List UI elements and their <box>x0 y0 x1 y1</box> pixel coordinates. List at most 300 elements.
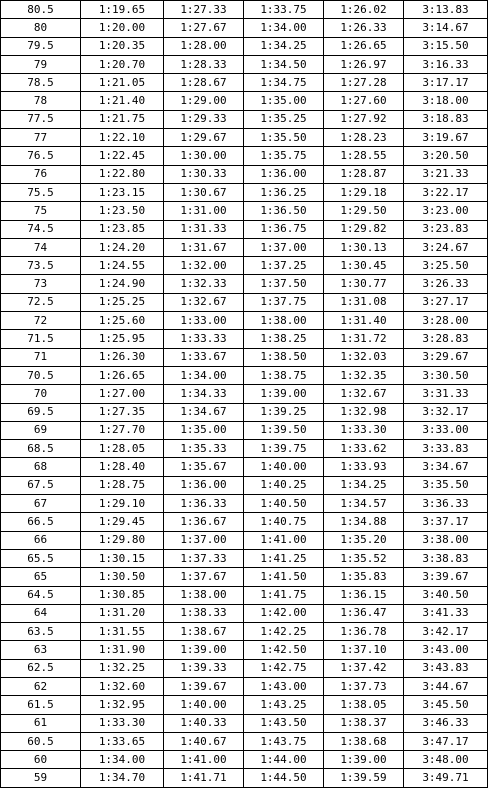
table-cell: 1:30.77 <box>324 275 404 293</box>
table-row <box>1 202 488 220</box>
table-cell: 3:36.33 <box>404 495 488 513</box>
table-cell: 1:36.50 <box>244 202 324 220</box>
table-cell: 1:40.75 <box>244 513 324 531</box>
table-cell: 1:38.33 <box>164 604 244 622</box>
table-cell: 1:38.67 <box>164 623 244 641</box>
table-cell: 1:24.90 <box>81 275 164 293</box>
table-row <box>1 1 488 19</box>
table-row <box>1 769 488 787</box>
table-cell: 1:30.45 <box>324 257 404 275</box>
table-cell: 1:38.68 <box>324 732 404 750</box>
table-cell: 1:27.60 <box>324 92 404 110</box>
table-row <box>1 513 488 531</box>
table-cell: 3:32.17 <box>404 403 488 421</box>
table-cell: 3:33.83 <box>404 440 488 458</box>
table-row <box>1 403 488 421</box>
table-row <box>1 421 488 439</box>
table-cell: 64 <box>1 604 81 622</box>
table-cell: 3:41.33 <box>404 604 488 622</box>
table-cell: 61 <box>1 714 81 732</box>
table-cell: 1:19.65 <box>81 1 164 19</box>
table-row <box>1 586 488 604</box>
table-row <box>1 458 488 476</box>
table-cell: 76 <box>1 165 81 183</box>
table-row <box>1 366 488 384</box>
table-cell: 1:35.33 <box>164 440 244 458</box>
table-cell: 1:39.67 <box>164 677 244 695</box>
table-cell: 61.5 <box>1 696 81 714</box>
table-cell: 3:40.50 <box>404 586 488 604</box>
table-cell: 1:34.00 <box>81 751 164 769</box>
table-cell: 1:29.50 <box>324 202 404 220</box>
table-row <box>1 714 488 732</box>
table-row <box>1 348 488 366</box>
table-cell: 1:38.25 <box>244 330 324 348</box>
table-cell: 1:22.45 <box>81 147 164 165</box>
table-cell: 68 <box>1 458 81 476</box>
table-row <box>1 165 488 183</box>
table-cell: 3:46.33 <box>404 714 488 732</box>
table-row <box>1 385 488 403</box>
table-cell: 3:30.50 <box>404 366 488 384</box>
table-row <box>1 751 488 769</box>
table-row <box>1 37 488 55</box>
table-cell: 1:30.00 <box>164 147 244 165</box>
table-cell: 63 <box>1 641 81 659</box>
table-row <box>1 696 488 714</box>
table-cell: 1:34.50 <box>244 55 324 73</box>
table-cell: 1:32.67 <box>164 293 244 311</box>
table-cell: 1:23.15 <box>81 183 164 201</box>
table-row <box>1 330 488 348</box>
table-cell: 3:17.17 <box>404 74 488 92</box>
table-cell: 1:41.75 <box>244 586 324 604</box>
table-cell: 3:28.83 <box>404 330 488 348</box>
table-cell: 1:37.67 <box>164 568 244 586</box>
table-cell: 1:31.67 <box>164 238 244 256</box>
table-cell: 1:37.75 <box>244 293 324 311</box>
table-cell: 1:35.20 <box>324 531 404 549</box>
table-cell: 1:34.67 <box>164 403 244 421</box>
table-cell: 74.5 <box>1 220 81 238</box>
table-row <box>1 92 488 110</box>
table-cell: 1:37.00 <box>244 238 324 256</box>
table-cell: 1:28.87 <box>324 165 404 183</box>
table-cell: 1:38.50 <box>244 348 324 366</box>
table-cell: 1:39.25 <box>244 403 324 421</box>
table-cell: 1:37.42 <box>324 659 404 677</box>
table-cell: 1:26.30 <box>81 348 164 366</box>
table-cell: 1:32.98 <box>324 403 404 421</box>
table-row <box>1 495 488 513</box>
table-cell: 60 <box>1 751 81 769</box>
table-cell: 73 <box>1 275 81 293</box>
table-cell: 1:38.00 <box>164 586 244 604</box>
table-cell: 1:32.67 <box>324 385 404 403</box>
table-cell: 1:27.92 <box>324 110 404 128</box>
table-cell: 1:41.00 <box>244 531 324 549</box>
table-cell: 3:29.67 <box>404 348 488 366</box>
table-cell: 65 <box>1 568 81 586</box>
table-cell: 67 <box>1 495 81 513</box>
table-cell: 78 <box>1 92 81 110</box>
table-cell: 66 <box>1 531 81 549</box>
table-cell: 3:43.83 <box>404 659 488 677</box>
table-row <box>1 312 488 330</box>
table-cell: 1:21.75 <box>81 110 164 128</box>
table-cell: 69.5 <box>1 403 81 421</box>
table-row <box>1 531 488 549</box>
table-cell: 63.5 <box>1 623 81 641</box>
table-cell: 1:21.40 <box>81 92 164 110</box>
table-row <box>1 110 488 128</box>
table-cell: 1:37.50 <box>244 275 324 293</box>
table-cell: 75 <box>1 202 81 220</box>
table-cell: 1:39.33 <box>164 659 244 677</box>
table-cell: 1:38.75 <box>244 366 324 384</box>
table-cell: 3:35.50 <box>404 476 488 494</box>
table-row <box>1 476 488 494</box>
table-cell: 1:26.02 <box>324 1 404 19</box>
table-cell: 1:40.25 <box>244 476 324 494</box>
table-row <box>1 568 488 586</box>
table-cell: 1:20.35 <box>81 37 164 55</box>
table-row <box>1 641 488 659</box>
table-cell: 1:36.78 <box>324 623 404 641</box>
table-cell: 1:31.00 <box>164 202 244 220</box>
table-cell: 1:33.75 <box>244 1 324 19</box>
table-body <box>1 1 488 788</box>
table-cell: 1:25.25 <box>81 293 164 311</box>
table-cell: 1:43.75 <box>244 732 324 750</box>
table-cell: 3:22.17 <box>404 183 488 201</box>
table-cell: 1:32.60 <box>81 677 164 695</box>
table-cell: 3:37.17 <box>404 513 488 531</box>
table-cell: 1:30.50 <box>81 568 164 586</box>
table-cell: 1:34.00 <box>244 19 324 37</box>
table-cell: 1:29.80 <box>81 531 164 549</box>
table-cell: 1:39.75 <box>244 440 324 458</box>
table-cell: 1:42.50 <box>244 641 324 659</box>
table-cell: 1:34.70 <box>81 769 164 787</box>
table-cell: 1:25.60 <box>81 312 164 330</box>
table-cell: 3:38.00 <box>404 531 488 549</box>
table-cell: 1:20.00 <box>81 19 164 37</box>
table-cell: 1:36.33 <box>164 495 244 513</box>
table-cell: 1:31.20 <box>81 604 164 622</box>
table-cell: 1:40.50 <box>244 495 324 513</box>
table-cell: 1:23.50 <box>81 202 164 220</box>
table-cell: 77 <box>1 129 81 147</box>
table-cell: 66.5 <box>1 513 81 531</box>
table-cell: 1:31.90 <box>81 641 164 659</box>
table-cell: 1:31.40 <box>324 312 404 330</box>
table-cell: 1:30.33 <box>164 165 244 183</box>
table-cell: 1:28.40 <box>81 458 164 476</box>
table-cell: 1:29.82 <box>324 220 404 238</box>
table-cell: 1:27.28 <box>324 74 404 92</box>
table-cell: 1:42.25 <box>244 623 324 641</box>
table-cell: 1:30.15 <box>81 549 164 567</box>
table-cell: 1:24.55 <box>81 257 164 275</box>
table-cell: 1:27.00 <box>81 385 164 403</box>
table-cell: 1:36.75 <box>244 220 324 238</box>
table-cell: 1:22.80 <box>81 165 164 183</box>
table-cell: 74 <box>1 238 81 256</box>
table-cell: 1:28.55 <box>324 147 404 165</box>
table-cell: 1:43.50 <box>244 714 324 732</box>
table-cell: 1:26.97 <box>324 55 404 73</box>
table-cell: 3:16.33 <box>404 55 488 73</box>
table-cell: 1:28.33 <box>164 55 244 73</box>
table-cell: 1:27.67 <box>164 19 244 37</box>
table-row <box>1 183 488 201</box>
table-cell: 3:14.67 <box>404 19 488 37</box>
table-cell: 1:28.67 <box>164 74 244 92</box>
table-row <box>1 275 488 293</box>
table-cell: 3:45.50 <box>404 696 488 714</box>
table-cell: 1:44.00 <box>244 751 324 769</box>
table-cell: 80.5 <box>1 1 81 19</box>
table-cell: 1:21.05 <box>81 74 164 92</box>
table-cell: 1:36.25 <box>244 183 324 201</box>
table-cell: 1:33.30 <box>81 714 164 732</box>
table-cell: 1:35.50 <box>244 129 324 147</box>
table-row <box>1 147 488 165</box>
table-cell: 1:26.65 <box>81 366 164 384</box>
table-cell: 3:39.67 <box>404 568 488 586</box>
table-cell: 1:35.52 <box>324 549 404 567</box>
table-cell: 3:19.67 <box>404 129 488 147</box>
table-cell: 1:34.33 <box>164 385 244 403</box>
table-cell: 80 <box>1 19 81 37</box>
table-cell: 1:37.33 <box>164 549 244 567</box>
table-cell: 3:48.00 <box>404 751 488 769</box>
table-cell: 1:40.33 <box>164 714 244 732</box>
table-cell: 77.5 <box>1 110 81 128</box>
table-cell: 1:42.00 <box>244 604 324 622</box>
table-cell: 1:35.75 <box>244 147 324 165</box>
table-cell: 1:25.95 <box>81 330 164 348</box>
table-cell: 1:36.00 <box>164 476 244 494</box>
table-cell: 72 <box>1 312 81 330</box>
table-cell: 64.5 <box>1 586 81 604</box>
table-cell: 3:13.83 <box>404 1 488 19</box>
table-cell: 1:43.00 <box>244 677 324 695</box>
table-cell: 1:31.72 <box>324 330 404 348</box>
table-cell: 1:31.08 <box>324 293 404 311</box>
table-cell: 1:35.67 <box>164 458 244 476</box>
table-cell: 3:18.00 <box>404 92 488 110</box>
table-cell: 1:27.70 <box>81 421 164 439</box>
table-cell: 1:32.03 <box>324 348 404 366</box>
table-cell: 3:43.00 <box>404 641 488 659</box>
table-cell: 1:38.37 <box>324 714 404 732</box>
table-cell: 1:38.00 <box>244 312 324 330</box>
table-cell: 3:25.50 <box>404 257 488 275</box>
table-cell: 3:18.83 <box>404 110 488 128</box>
table-cell: 1:27.33 <box>164 1 244 19</box>
table-cell: 71.5 <box>1 330 81 348</box>
table-cell: 3:34.67 <box>404 458 488 476</box>
table-cell: 1:36.47 <box>324 604 404 622</box>
table-row <box>1 440 488 458</box>
table-cell: 3:44.67 <box>404 677 488 695</box>
table-cell: 1:33.62 <box>324 440 404 458</box>
table-cell: 1:32.95 <box>81 696 164 714</box>
table-cell: 1:35.00 <box>244 92 324 110</box>
table-cell: 70 <box>1 385 81 403</box>
table-cell: 3:15.50 <box>404 37 488 55</box>
table-cell: 1:34.00 <box>164 366 244 384</box>
table-cell: 1:39.59 <box>324 769 404 787</box>
table-cell: 1:41.71 <box>164 769 244 787</box>
table-cell: 1:41.00 <box>164 751 244 769</box>
table-row <box>1 677 488 695</box>
table-cell: 1:28.75 <box>81 476 164 494</box>
table-cell: 1:37.10 <box>324 641 404 659</box>
table-cell: 3:20.50 <box>404 147 488 165</box>
table-cell: 1:34.75 <box>244 74 324 92</box>
table-cell: 1:22.10 <box>81 129 164 147</box>
table-cell: 1:29.33 <box>164 110 244 128</box>
table-cell: 1:39.00 <box>164 641 244 659</box>
table-cell: 1:30.13 <box>324 238 404 256</box>
table-cell: 1:30.85 <box>81 586 164 604</box>
table-row <box>1 604 488 622</box>
table-cell: 1:35.83 <box>324 568 404 586</box>
table-cell: 72.5 <box>1 293 81 311</box>
table-cell: 1:32.33 <box>164 275 244 293</box>
table-cell: 1:29.45 <box>81 513 164 531</box>
table-cell: 3:28.00 <box>404 312 488 330</box>
table-cell: 1:32.35 <box>324 366 404 384</box>
table-cell: 1:33.33 <box>164 330 244 348</box>
table-cell: 1:33.30 <box>324 421 404 439</box>
table-cell: 3:38.83 <box>404 549 488 567</box>
table-cell: 1:30.67 <box>164 183 244 201</box>
table-cell: 1:31.55 <box>81 623 164 641</box>
table-cell: 1:29.67 <box>164 129 244 147</box>
table-cell: 3:42.17 <box>404 623 488 641</box>
table-cell: 3:21.33 <box>404 165 488 183</box>
table-cell: 1:29.00 <box>164 92 244 110</box>
table-cell: 65.5 <box>1 549 81 567</box>
table-cell: 3:24.67 <box>404 238 488 256</box>
table-cell: 1:37.73 <box>324 677 404 695</box>
table-cell: 1:35.25 <box>244 110 324 128</box>
table-cell: 1:31.33 <box>164 220 244 238</box>
table-cell: 1:34.25 <box>324 476 404 494</box>
table-cell: 1:34.88 <box>324 513 404 531</box>
table-row <box>1 623 488 641</box>
table-cell: 1:33.65 <box>81 732 164 750</box>
table-cell: 1:38.05 <box>324 696 404 714</box>
table-cell: 1:28.05 <box>81 440 164 458</box>
table-cell: 70.5 <box>1 366 81 384</box>
table-cell: 3:31.33 <box>404 385 488 403</box>
table-row <box>1 238 488 256</box>
table-cell: 69 <box>1 421 81 439</box>
table-cell: 68.5 <box>1 440 81 458</box>
table-cell: 79.5 <box>1 37 81 55</box>
table-cell: 1:33.93 <box>324 458 404 476</box>
table-cell: 1:39.00 <box>244 385 324 403</box>
table-cell: 1:33.67 <box>164 348 244 366</box>
table-cell: 1:35.00 <box>164 421 244 439</box>
table-cell: 1:27.35 <box>81 403 164 421</box>
table-cell: 1:39.50 <box>244 421 324 439</box>
table-cell: 1:36.67 <box>164 513 244 531</box>
table-cell: 62.5 <box>1 659 81 677</box>
table-cell: 1:39.00 <box>324 751 404 769</box>
table-cell: 1:28.23 <box>324 129 404 147</box>
table-row <box>1 293 488 311</box>
table-cell: 3:49.71 <box>404 769 488 787</box>
table-cell: 1:29.18 <box>324 183 404 201</box>
table-cell: 79 <box>1 55 81 73</box>
table-cell: 1:24.20 <box>81 238 164 256</box>
table-cell: 78.5 <box>1 74 81 92</box>
table-cell: 3:23.00 <box>404 202 488 220</box>
table-cell: 1:34.57 <box>324 495 404 513</box>
table-cell: 60.5 <box>1 732 81 750</box>
table-cell: 1:40.67 <box>164 732 244 750</box>
table-cell: 1:23.85 <box>81 220 164 238</box>
table-cell: 3:23.83 <box>404 220 488 238</box>
table-cell: 1:43.25 <box>244 696 324 714</box>
table-cell: 59 <box>1 769 81 787</box>
table-cell: 1:42.75 <box>244 659 324 677</box>
table-cell: 1:37.00 <box>164 531 244 549</box>
table-cell: 1:36.15 <box>324 586 404 604</box>
table-cell: 1:41.50 <box>244 568 324 586</box>
table-row <box>1 55 488 73</box>
table-row <box>1 549 488 567</box>
table-cell: 1:28.00 <box>164 37 244 55</box>
table-row <box>1 129 488 147</box>
table-cell: 1:26.65 <box>324 37 404 55</box>
table-cell: 3:33.00 <box>404 421 488 439</box>
table-cell: 1:40.00 <box>164 696 244 714</box>
table-row <box>1 659 488 677</box>
table-cell: 1:41.25 <box>244 549 324 567</box>
table-row <box>1 19 488 37</box>
table-cell: 1:37.25 <box>244 257 324 275</box>
table-cell: 1:32.00 <box>164 257 244 275</box>
table-cell: 1:34.25 <box>244 37 324 55</box>
table-row <box>1 732 488 750</box>
table-cell: 3:27.17 <box>404 293 488 311</box>
table-cell: 1:33.00 <box>164 312 244 330</box>
table-cell: 1:26.33 <box>324 19 404 37</box>
table-cell: 1:36.00 <box>244 165 324 183</box>
table-cell: 3:26.33 <box>404 275 488 293</box>
table-cell: 1:44.50 <box>244 769 324 787</box>
table-row <box>1 257 488 275</box>
table-cell: 1:29.10 <box>81 495 164 513</box>
table-cell: 67.5 <box>1 476 81 494</box>
table-cell: 1:40.00 <box>244 458 324 476</box>
table-cell: 71 <box>1 348 81 366</box>
table-cell: 75.5 <box>1 183 81 201</box>
table-cell: 73.5 <box>1 257 81 275</box>
table-cell: 76.5 <box>1 147 81 165</box>
table-cell: 1:20.70 <box>81 55 164 73</box>
table-row <box>1 220 488 238</box>
table-cell: 3:47.17 <box>404 732 488 750</box>
table-cell: 62 <box>1 677 81 695</box>
